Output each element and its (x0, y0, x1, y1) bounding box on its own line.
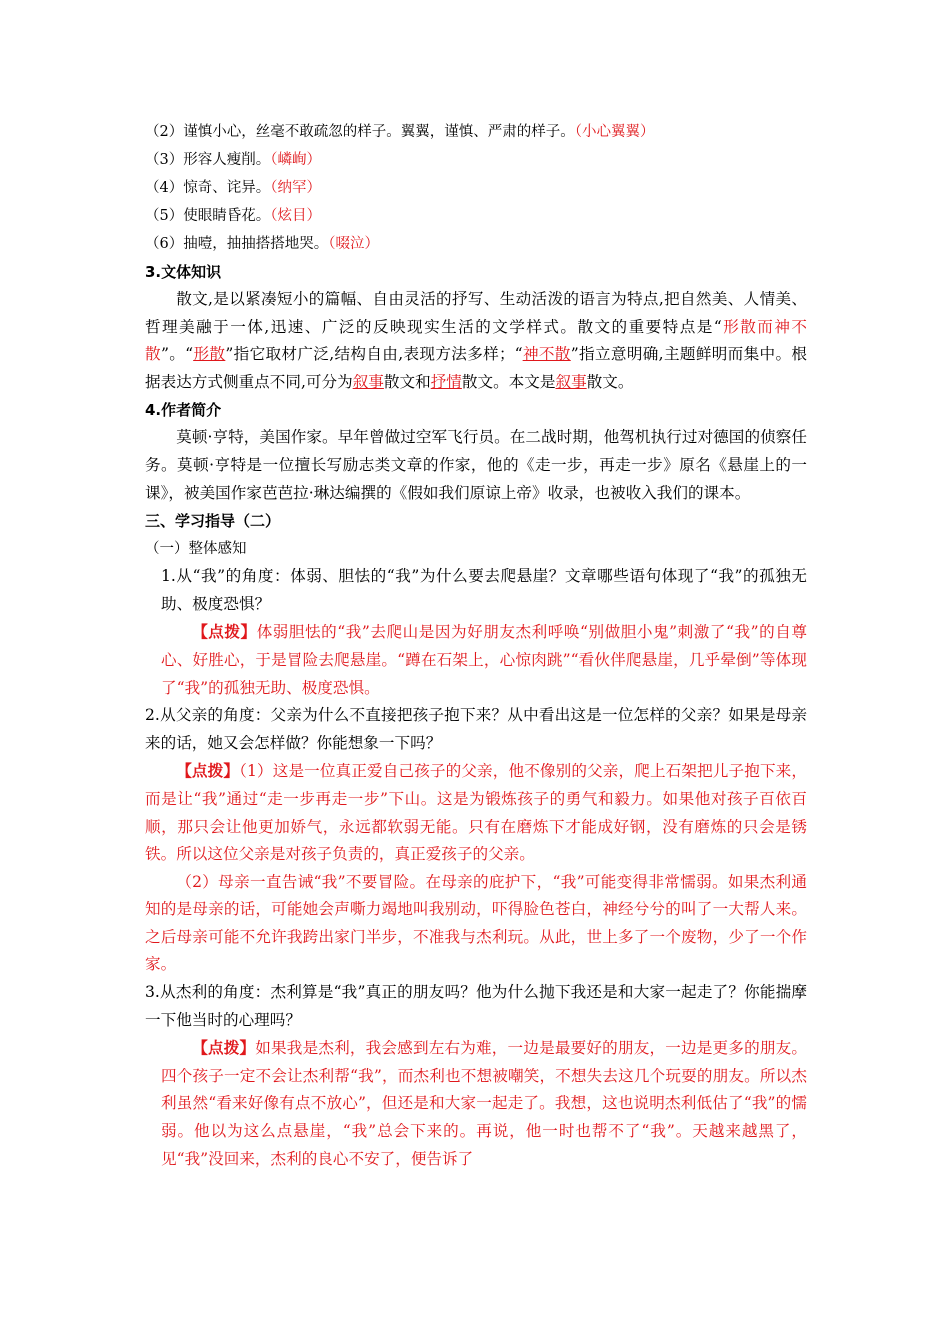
vocab-item-5: （5）使眼睛昏花。（炫目） (145, 208, 321, 224)
vocab-answer: （啜泣） (328, 236, 379, 252)
genre-paragraph: 散文,是以紧凑短小的篇幅、自由灵活的抒写、生动活泼的语言为特点,把自然美、人情美、哲理美融于一体,迅速、广泛的反映现实生活的文学样式。散文的重要特点是“形散而神不散”。“形散”指它取材广泛,结构自由,表现方法多样；“神不散”指立意明确,主题鲜明而集中。根据表达方式侧重点不同,可分为叙事散文和抒情散文。本文是叙事散文。 (145, 290, 807, 391)
vocab-answer: （小心翼翼） (574, 124, 655, 140)
vocab-item-3: （3）形容人瘦削。（嶙峋） (145, 152, 321, 168)
vocab-item-6: （6）抽噎，抽抽搭搭地哭。（啜泣） (145, 236, 379, 252)
keyword: 神不散 (522, 345, 571, 364)
answer-3: 【点拨】如果我是杰利，我会感到左右为难，一边是最要好的朋友，一边是更多的朋友。四个孩子一定不会让杰利帮“我”，而杰利也不想被嘲笑，不想失去这几个玩耍的朋友。所以杰利虽然“看来好像有点不放心”，但还是和大家一起走了。我想，这也说明杰利低估了“我”的懦弱。他以为这么点悬崖，“我”总会下来的。再说，他一时也帮不了“我”。天越来越黑了，见“我”没回来，杰利的良心不安了，便告诉了 (161, 1038, 807, 1168)
answer-2-1: 【点拨】（1）这是一位真正爱自己孩子的父亲，他不像别的父亲，爬上石架把儿子抱下来，而是让“我”通过“走一步再走一步”下山。这是为锻炼孩子的勇气和毅力。如果他对孩子百依百顺，那只会让他更加娇气，永远都软弱无能。只有在磨炼下才能成好钢，没有磨炼的只会是锈铁。所以这位父亲是对孩子负责的，真正爱孩子的父亲。 (145, 761, 807, 864)
vocab-answer: （嶙峋） (270, 152, 321, 168)
question-1: 1.从“我”的角度：体弱、胆怯的“我”为什么要去爬悬崖？文章哪些语句体现了“我”的孤独无助、极度恐惧？ (161, 567, 807, 613)
keyword: 抒情 (430, 372, 462, 391)
genre-heading: 3.文体知识 (145, 263, 222, 281)
guide-subheading: （一）整体感知 (145, 541, 247, 558)
hint-tag: 【点拨】 (192, 622, 257, 642)
keyword: 叙事 (352, 372, 384, 391)
vocab-answer: （纳罕） (270, 180, 321, 196)
author-heading: 4.作者简介 (145, 401, 222, 420)
hint-tag: 【点拨】 (176, 761, 240, 781)
answer-2-2: （2）母亲一直告诫“我”不要冒险。在母亲的庇护下，“我”可能变得非常懦弱。如果杰利通知的是母亲的话，可能她会声嘶力竭地叫我别动，吓得脸色苍白，神经兮兮的叫了一大帮人来。之后母亲可能不允许我跨出家门半步，不准我与杰利玩。从此，世上多了一个废物，少了一个作家。 (145, 872, 807, 974)
document-page (145, 118, 807, 1173)
question-2: 2.从父亲的角度：父亲为什么不直接把孩子抱下来？从中看出这是一位怎样的父亲？如果是母亲来的话，她又会怎样做？你能想象一下吗？ (145, 706, 807, 752)
keyword: 形散 (193, 345, 226, 364)
vocab-item-2: （2）谨慎小心，丝毫不敢疏忽的样子。翼翼，谨慎、严肃的样子。（小心翼翼） (145, 124, 655, 140)
guide-heading: 三、学习指导（二） (145, 512, 281, 531)
answer-1: 【点拨】体弱胆怯的“我”去爬山是因为好朋友杰利呼唤“别做胆小鬼”刺激了“我”的自尊心、好胜心，于是冒险去爬悬崖。“蹲在石架上，心惊肉跳”“看伙伴爬悬崖，几乎晕倒”等体现了“我”的孤独无助、极度恐惧。 (161, 622, 807, 697)
keyword: 叙事 (555, 372, 587, 391)
hint-tag: 【点拨】 (192, 1038, 256, 1058)
keyword: 形散而神不散 (145, 317, 807, 364)
question-3: 3.从杰利的角度：杰利算是“我”真正的朋友吗？他为什么抛下我还是和大家一起走了？你能揣摩一下他当时的心理吗？ (145, 983, 807, 1029)
vocab-item-4: （4）惊奇、诧异。（纳罕） (145, 180, 321, 196)
author-paragraph: 莫顿·亨特，美国作家。早年曾做过空军飞行员。在二战时期，他驾机执行过对德国的侦察任务。莫顿·亨特是一位擅长写励志类文章的作家，他的《走一步，再走一步》原名《悬崖上的一课》，被美国作家芭芭拉·琳达编撰的《假如我们原谅上帝》收录，也被收入我们的课本。 (145, 428, 807, 502)
vocab-answer: （炫目） (270, 208, 321, 224)
